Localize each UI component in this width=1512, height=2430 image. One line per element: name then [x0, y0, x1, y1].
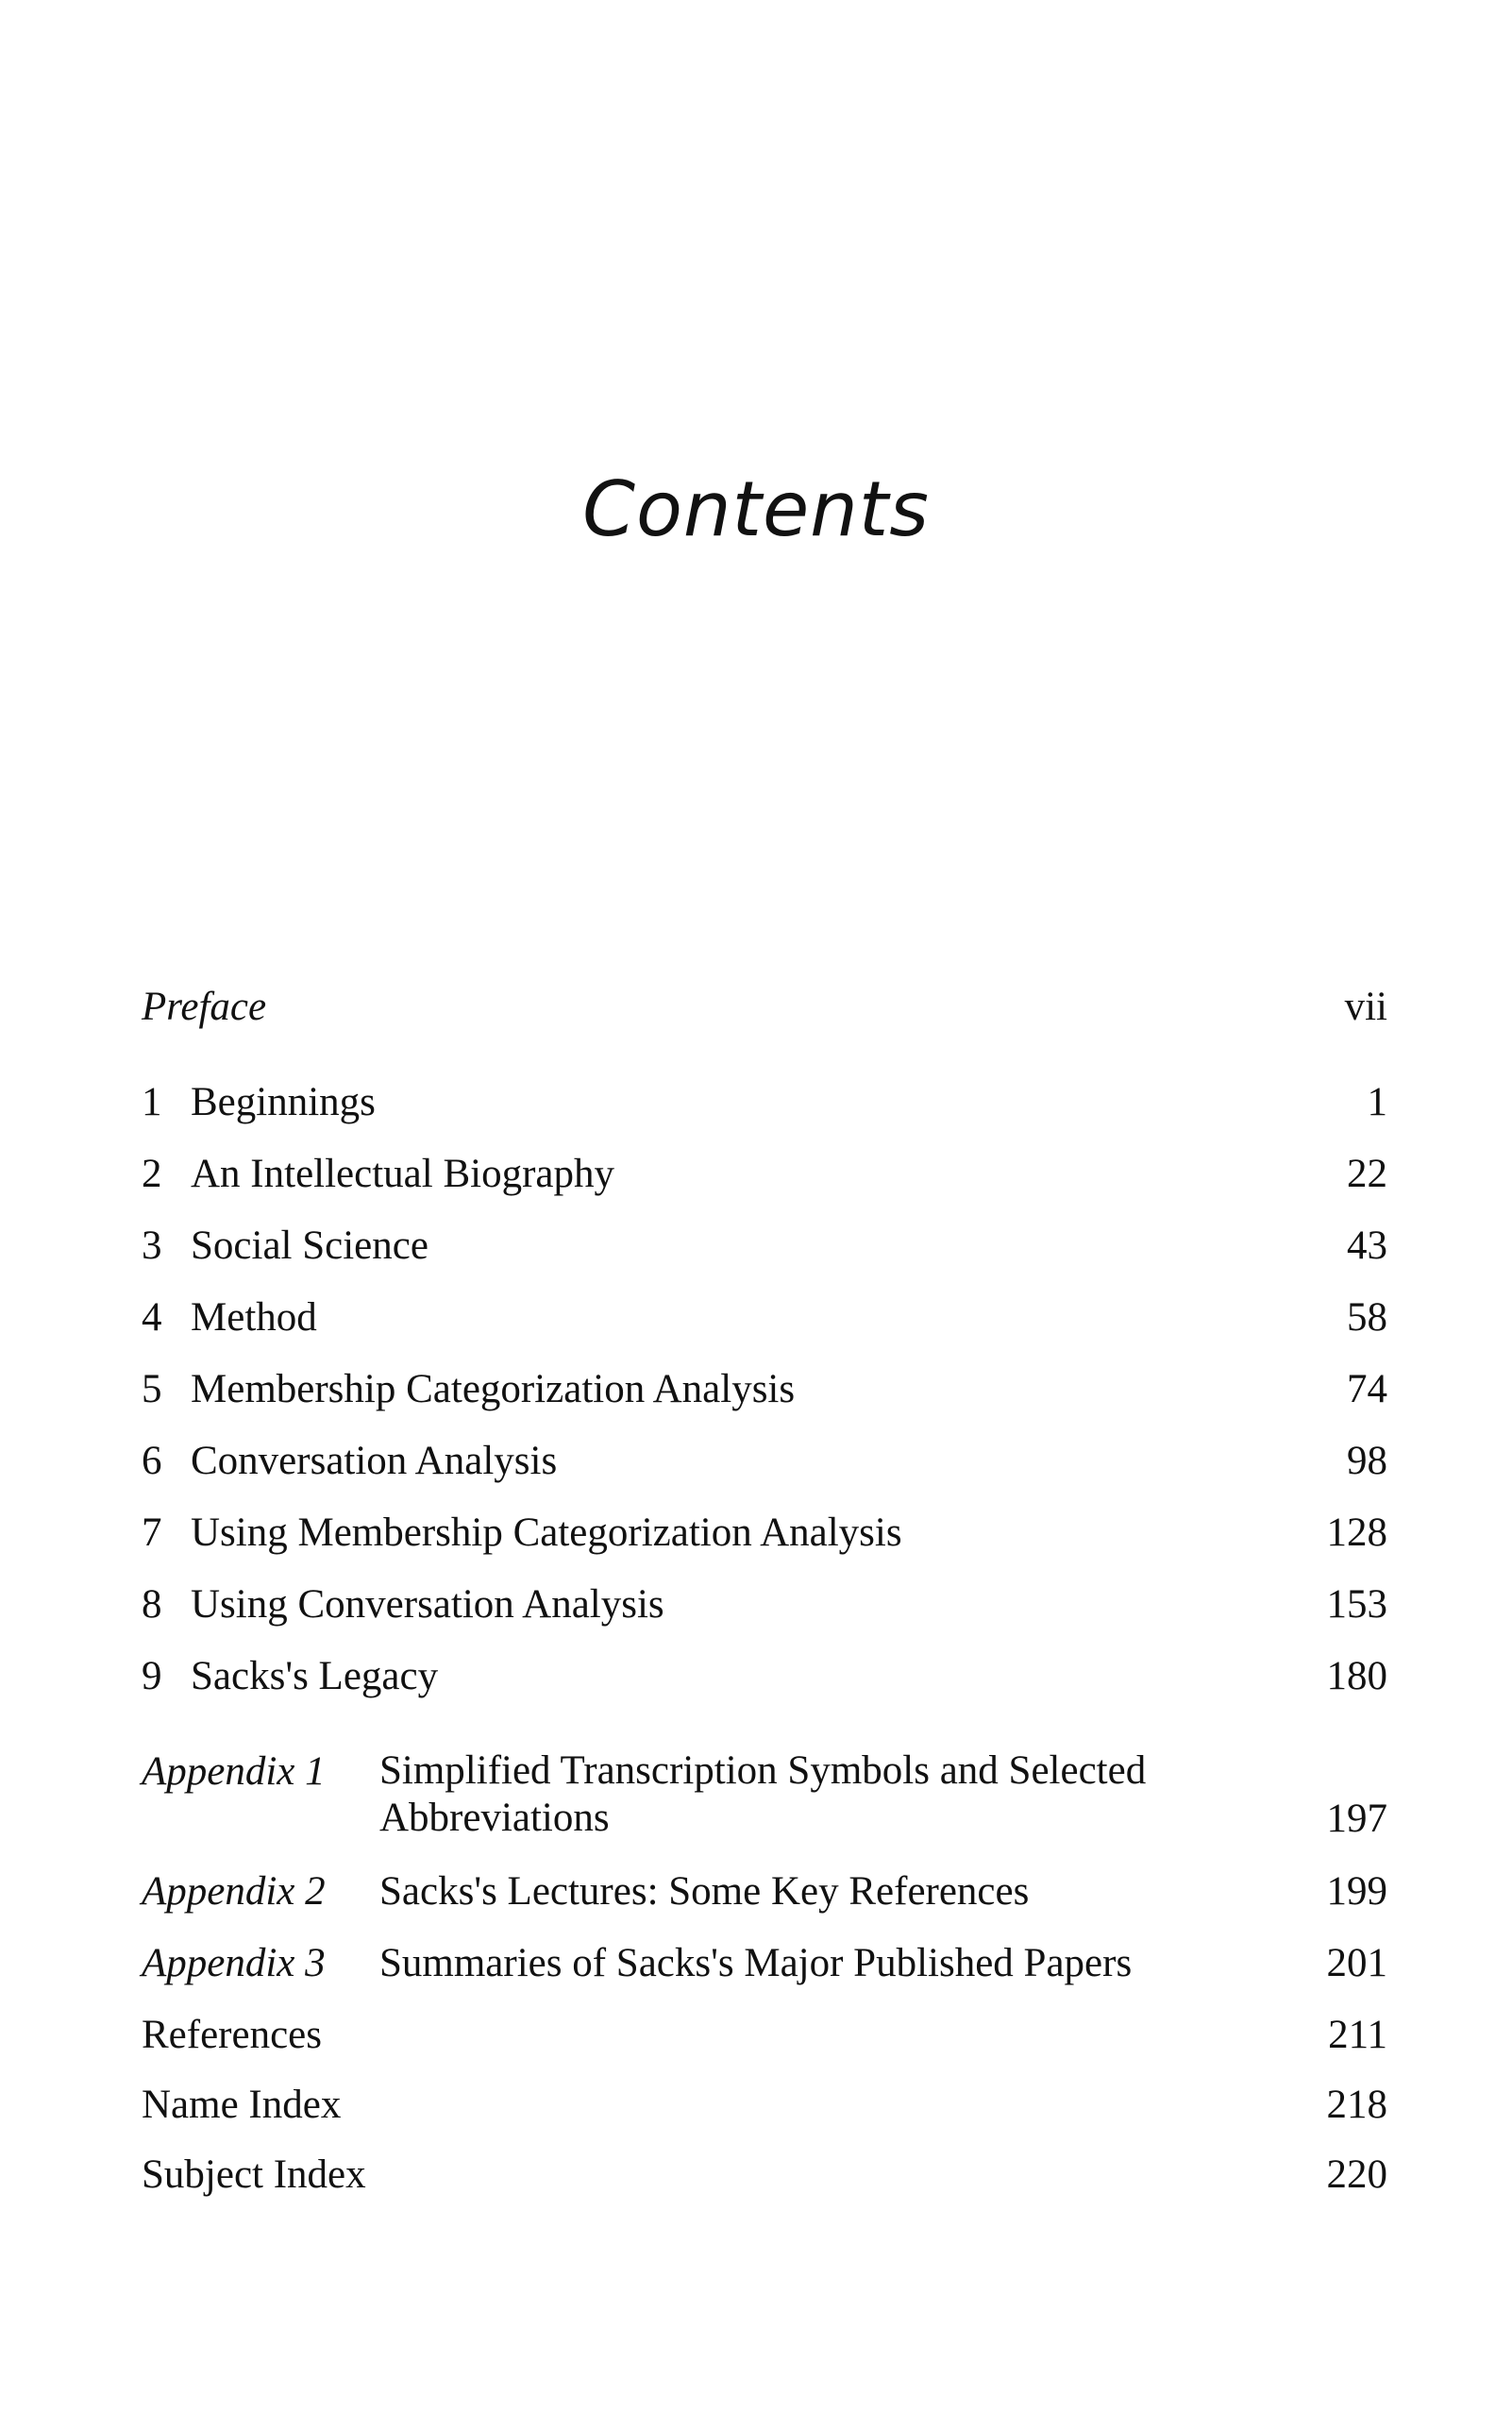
chapter-number: 5	[142, 1367, 162, 1411]
toc-page-number: 98	[1347, 1439, 1387, 1483]
chapter-title: An Intellectual Biography	[191, 1152, 614, 1196]
chapter-title: Beginnings	[191, 1080, 376, 1124]
chapter-title: Method	[191, 1295, 317, 1340]
toc-entry-label: Name Index	[142, 2083, 342, 2127]
chapter-title: Conversation Analysis	[191, 1439, 558, 1483]
appendix-label: Appendix 3	[142, 1941, 326, 1985]
toc-page-number: 43	[1347, 1223, 1387, 1268]
toc-page-number: 153	[1326, 1582, 1387, 1627]
toc-page-number: 218	[1326, 2083, 1387, 2127]
chapter-title: Using Membership Categorization Analysis	[191, 1510, 902, 1555]
chapter-number: 8	[142, 1582, 162, 1627]
appendix-label: Appendix 2	[142, 1869, 326, 1914]
toc-entry-label: Subject Index	[142, 2152, 366, 2197]
toc-entry-chapter	[142, 1441, 1387, 1512]
toc-entry-appendix	[142, 1748, 1387, 1871]
appendix-title-line: Simplified Transcription Symbols and Selected	[379, 1748, 1147, 1793]
toc-page-number: 58	[1347, 1295, 1387, 1340]
page-title: Contents	[582, 465, 930, 553]
toc-page-number: 180	[1326, 1654, 1387, 1698]
chapter-number: 6	[142, 1439, 162, 1483]
toc-entry-chapter	[142, 1154, 1387, 1225]
chapter-title: Using Conversation Analysis	[191, 1582, 664, 1627]
appendix-label: Appendix 1	[142, 1749, 326, 1794]
toc-entry-preface	[142, 987, 1387, 1058]
chapter-title: Sacks's Legacy	[191, 1654, 439, 1698]
appendix-title	[379, 1747, 1323, 1842]
chapter-title: Membership Categorization Analysis	[191, 1367, 796, 1411]
toc-page-number: 74	[1347, 1367, 1387, 1411]
chapter-number: 3	[142, 1223, 162, 1268]
table-of-contents	[142, 987, 1387, 2224]
chapter-number: 7	[142, 1510, 162, 1555]
toc-page-number: 211	[1328, 2013, 1387, 2057]
toc-entry-appendix	[142, 1943, 1387, 2015]
toc-page-number: 199	[1326, 1869, 1387, 1914]
toc-page-number: vii	[1344, 985, 1387, 1029]
toc-entry-subject-index	[142, 2154, 1387, 2224]
toc-entry-chapter	[142, 1512, 1387, 1584]
chapter-number: 2	[142, 1152, 162, 1196]
chapter-title: Social Science	[191, 1223, 428, 1268]
toc-page-number: 22	[1347, 1152, 1387, 1196]
toc-entry-references	[142, 2015, 1387, 2084]
toc-entry-label: References	[142, 2013, 322, 2057]
toc-entry-chapter	[142, 1656, 1387, 1728]
toc-entry-chapter	[142, 1369, 1387, 1441]
toc-entry-appendix	[142, 1871, 1387, 1943]
toc-page-number: 1	[1367, 1080, 1387, 1124]
appendix-title: Summaries of Sacks's Major Published Papers	[379, 1941, 1133, 1985]
chapter-number: 9	[142, 1654, 162, 1698]
toc-entry-chapter	[142, 1225, 1387, 1297]
toc-page-number: 201	[1326, 1941, 1387, 1985]
toc-page-number: 220	[1326, 2152, 1387, 2197]
toc-entry-label: Preface	[142, 985, 267, 1029]
appendix-title: Sacks's Lectures: Some Key References	[379, 1869, 1030, 1914]
toc-entry-chapter	[142, 1584, 1387, 1656]
toc-entry-chapter	[142, 1082, 1387, 1154]
toc-entry-chapter	[142, 1297, 1387, 1369]
toc-entry-name-index	[142, 2084, 1387, 2154]
chapter-number: 1	[142, 1080, 162, 1124]
toc-page-number: 128	[1326, 1510, 1387, 1555]
toc-page-number: 197	[1326, 1797, 1387, 1841]
appendix-title-line: Abbreviations	[379, 1796, 610, 1840]
chapter-number: 4	[142, 1295, 162, 1340]
